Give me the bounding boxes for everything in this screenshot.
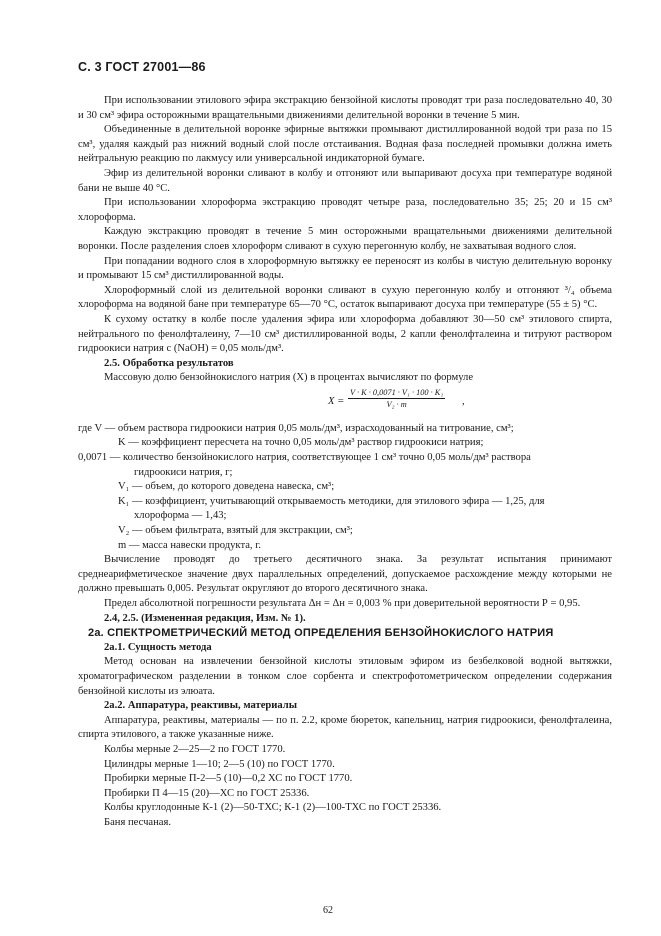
definition-line: V₁ — объем, до которого доведена навеска, см³;: [118, 481, 335, 493]
definition-line: где V — объем раствора гидроокиси натрия 0,05 моль/дм³, израсходованный на титрование, см³;: [78, 422, 514, 434]
paragraph: Предел абсолютной погрешности результата Δн = Δн = 0,003 % при доверительной вероятности Р = 0,95.: [104, 598, 581, 609]
section-heading: 2а. СПЕКТРОМЕТРИЧЕСКИЙ МЕТОД ОПРЕДЕЛЕНИЯ БЕНЗОЙНОКИСЛОГО НАТРИЯ: [88, 627, 554, 640]
formula-lhs: X =: [328, 395, 345, 407]
equipment-item: Колбы мерные 2—25—2 по ГОСТ 1770.: [104, 743, 286, 755]
paragraph: Объединенные в делительной воронке эфирные вытяжки промывают дистиллированной водой три раза по 15 см³, удаляя каждый раз нижний водный слой после отстаивания. Водная фаза последней промывки должна иметь нейтральную реакцию по лакмусу или универсальной индикаторной бумаге.: [78, 124, 612, 165]
equipment-item: Колбы круглодонные К-1 (2)—50-ТХС; К-1 (2)—100-ТХС по ГОСТ 25336.: [104, 802, 442, 814]
paragraph: К сухому остатку в колбе после удаления эфира или хлороформа добавляют 30—50 см³ этилового спирта, нейтрального по фенолфталеину, 7—10 см³ дистиллированной воды, 2 капли фенолфталеина и титруют раствором гидроокиси натрия с (NaOH) = 0,05 моль/дм³.: [78, 313, 612, 355]
paragraph: Аппаратура, реактивы, материалы — по п. 2.2, кроме бюреток, капельниц, натрия гидроокиси, фенолфталеина, спирта этилового, а также указанные ниже.: [78, 714, 612, 741]
equipment-item: Пробирки П 4—15 (20)—ХС по ГОСТ 25336.: [104, 787, 310, 799]
paragraph: Хлороформный слой из делительной воронки сливают в сухую перегонную колбу и отгоняют ³/₄ объема хлороформа на водяной бане при температуре 65—70 °С, остаток выпаривают досуха при температуре (55 ± 5) °С.: [78, 284, 612, 311]
subsection-heading: 2а.2. Аппаратура, реактивы, материалы: [104, 700, 298, 712]
formula-numerator: V · K · 0,0071 · V₁ · 100 · K₁: [350, 387, 444, 397]
subsection-heading: 2а.1. Сущность метода: [104, 641, 212, 653]
definition-line: K₁ — коэффициент, учитывающий открываемость методики, для этилового эфира — 1,25, для: [118, 495, 545, 507]
page-number: 62: [323, 905, 333, 916]
document-body: [78, 94, 612, 831]
formula-fraction: [348, 387, 445, 410]
paragraph: При использовании хлороформа экстракцию проводят четыре раза, последовательно 35; 25; 20 и 15 см³ хлороформа.: [78, 197, 612, 223]
formula: [78, 387, 612, 417]
formula-denominator: V₂ · m: [386, 399, 407, 409]
equipment-item: Цилиндры мерные 1—10; 2—5 (10) по ГОСТ 1770.: [104, 758, 335, 770]
variable-definitions: [78, 422, 612, 553]
definition-line: хлороформа — 1,43;: [134, 510, 227, 522]
paragraph: Массовую долю бензойнокислого натрия (X) в процентах вычисляют по формуле: [104, 372, 474, 384]
page-header: С. 3 ГОСТ 27001—86: [78, 60, 206, 74]
paragraph: Эфир из делительной воронки сливают в колбу и отгоняют или выпаривают досуха при температуре водяной бани не выше 40 °С.: [78, 167, 612, 194]
paragraph: При попадании водного слоя в хлороформную вытяжку ее переносят из колбы в чистую делительную воронку и промывают 15 см³ дистиллированной воды.: [78, 255, 612, 282]
formula-tail: ,: [462, 395, 465, 407]
paragraph: Метод основан на извлечении бензойной кислоты этиловым эфиром из безбелковой водной вытяжки, хроматографическом разделении в тонком слое сорбента и спектрофотометрическом определении содержания бензойной кислоты из элюата.: [78, 656, 612, 697]
paragraph: Вычисление проводят до третьего десятичного знака. За результат испытания принимают среднеарифметическое значение двух параллельных определений, допускаемое расхождение между которыми не должно превышать 0,005. Результат округляют до второго десятичного знака.: [78, 554, 612, 595]
definition-line: 0,0071 — количество бензойнокислого натрия, соответствующее 1 см³ точно 0,05 моль/дм³ раствора: [78, 452, 531, 464]
equipment-item: Баня песчаная.: [104, 816, 172, 828]
definition-line: V₂ — объем фильтрата, взятый для экстракции, см³;: [118, 525, 353, 537]
definition-line: гидроокиси натрия, г;: [134, 466, 233, 478]
paragraph: При использовании этилового эфира экстракцию бензойной кислоты проводят три раза последовательно 40, 30 и 30 см³ эфира осторожными вращательными движениями делительной воронки в течение 5 мин.: [78, 95, 612, 121]
paragraph: Каждую экстракцию проводят в течение 5 мин осторожными вращательными движениями делительной воронки. После разделения слоев хлороформ сливают в сухую перегонную колбу, не захватывая водного слоя.: [78, 226, 612, 252]
definition-line: K — коэффициент пересчета на точно 0,05 моль/дм³ раствор гидроокиси натрия;: [118, 437, 484, 449]
subsection-heading: 2.5. Обработка результатов: [104, 357, 234, 369]
definition-line: m — масса навески продукта, г.: [118, 539, 261, 551]
equipment-item: Пробирки мерные П-2—5 (10)—0,2 ХС по ГОСТ 1770.: [104, 773, 353, 785]
amendment-note: 2.4, 2.5. (Измененная редакция, Изм. № 1).: [104, 612, 306, 624]
